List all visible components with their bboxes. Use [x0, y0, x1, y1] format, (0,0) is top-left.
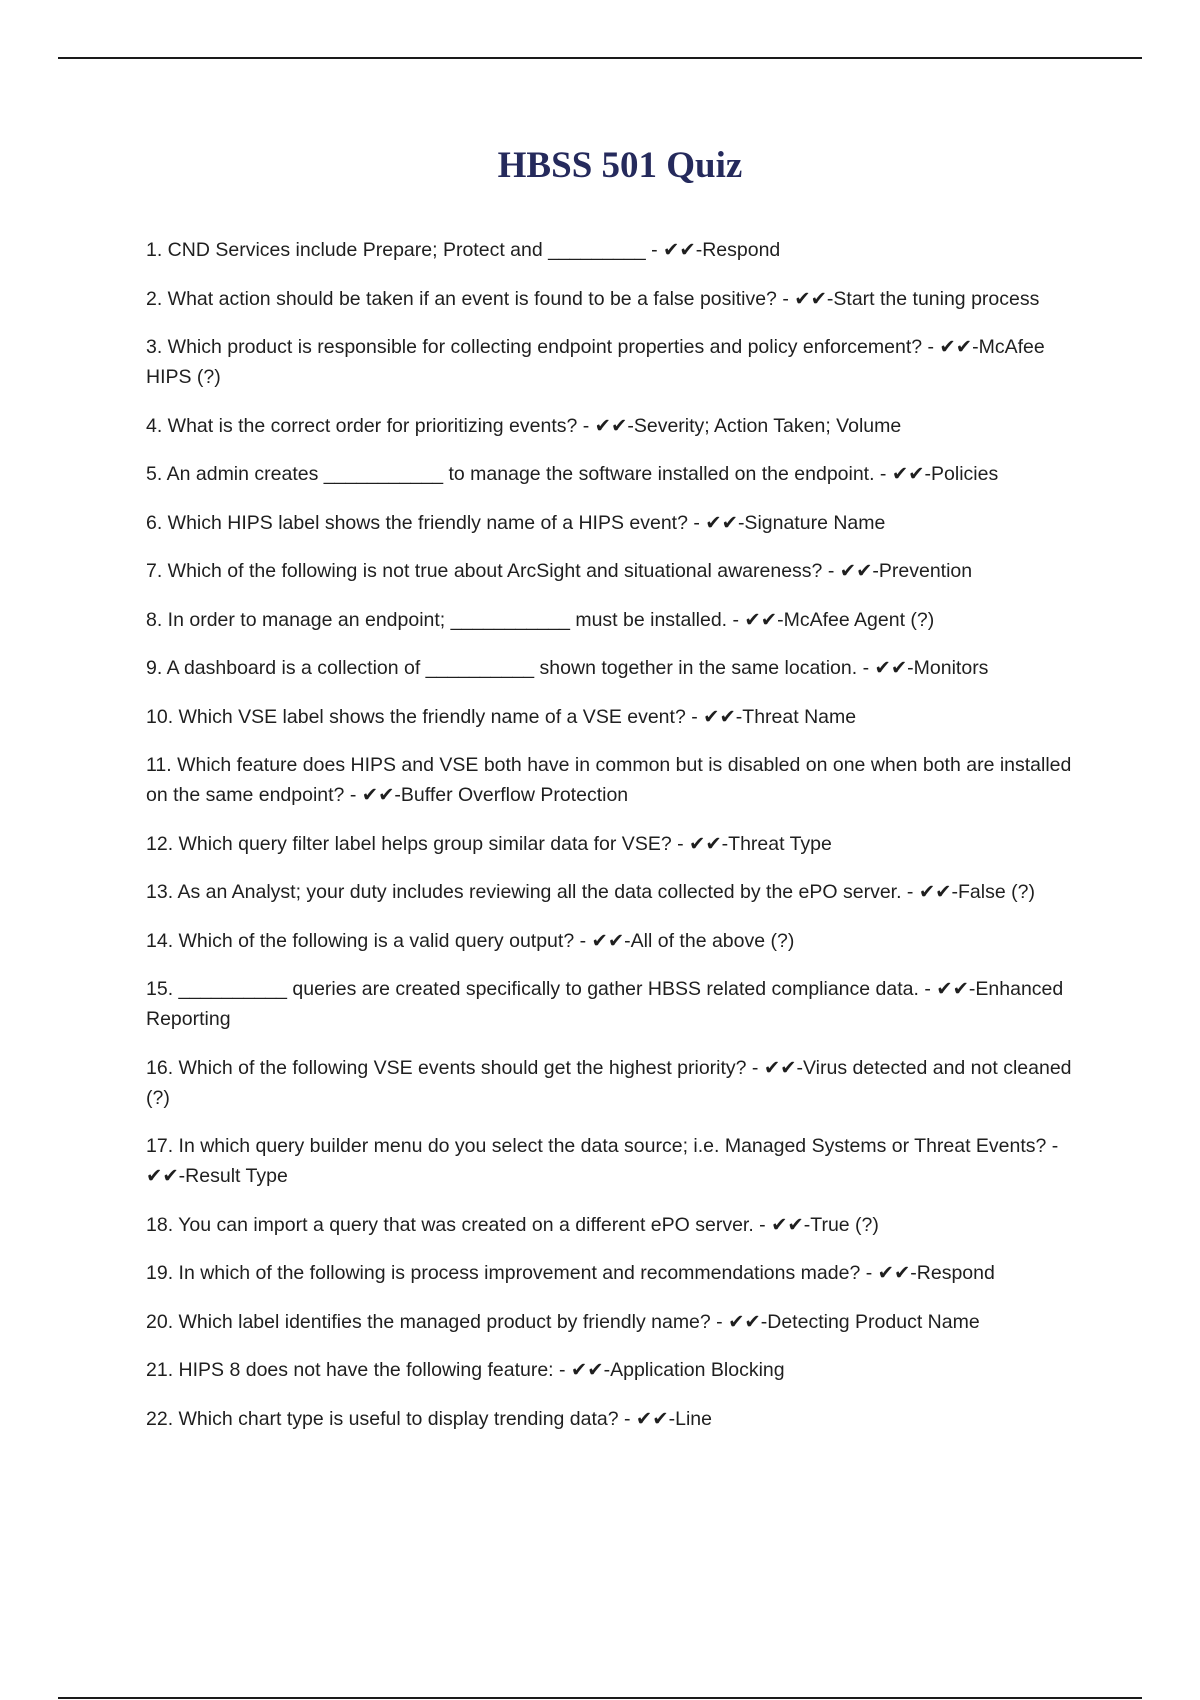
- question-item: 1. CND Services include Prepare; Protect and _________ - ✔✔-Respond: [146, 239, 781, 261]
- question-item: 8. In order to manage an endpoint; ___________ must be installed. - ✔✔-McAfee Agent (?): [146, 608, 935, 631]
- question-item: 20. Which label identifies the managed product by friendly name? - ✔✔-Detecting Product Name: [146, 1310, 980, 1333]
- question-item: 2. What action should be taken if an event is found to be a false positive? - ✔✔-Start the tuning process: [146, 287, 1040, 310]
- question-item: 9. A dashboard is a collection of __________ shown together in the same location. - ✔✔-Monitors: [146, 657, 989, 679]
- question-list: [146, 235, 1091, 1452]
- top-rule: [58, 57, 1142, 59]
- bottom-rule: [58, 1697, 1142, 1699]
- question-item: 5. An admin creates ___________ to manage the software installed on the endpoint. - ✔✔-Policies: [146, 463, 999, 485]
- question-item: 22. Which chart type is useful to display trending data? - ✔✔-Line: [146, 1407, 712, 1430]
- question-item: 7. Which of the following is not true about ArcSight and situational awareness? - ✔✔-Prevention: [146, 560, 973, 582]
- question-item: 4. What is the correct order for prioritizing events? - ✔✔-Severity; Action Taken; Volume: [146, 414, 902, 437]
- question-item: 13. As an Analyst; your duty includes reviewing all the data collected by the ePO server. - ✔✔-False (?): [146, 881, 1035, 903]
- question-item: 10. Which VSE label shows the friendly name of a VSE event? - ✔✔-Threat Name: [146, 705, 857, 728]
- question-item: 12. Which query filter label helps group similar data for VSE? - ✔✔-Threat Type: [146, 832, 832, 855]
- question-item: 15. __________ queries are created specifically to gather HBSS related compliance data. - ✔✔-Enhanced Reporting: [146, 978, 1064, 1030]
- question-item: 6. Which HIPS label shows the friendly name of a HIPS event? - ✔✔-Signature Name: [146, 511, 886, 534]
- question-item: 14. Which of the following is a valid query output? - ✔✔-All of the above (?): [146, 929, 795, 952]
- question-item: 21. HIPS 8 does not have the following feature: - ✔✔-Application Blocking: [146, 1359, 785, 1381]
- question-item: 16. Which of the following VSE events should get the highest priority? - ✔✔-Virus detected and not cleaned (?): [146, 1056, 1072, 1109]
- question-item: 18. You can import a query that was created on a different ePO server. - ✔✔-True (?): [146, 1213, 879, 1236]
- question-item: 11. Which feature does HIPS and VSE both have in common but is disabled on one when both are installed on the same endpoint? - ✔✔-Buffer Overflow Protection: [146, 754, 1072, 806]
- question-item: 17. In which query builder menu do you select the data source; i.e. Managed Systems or Threat Events? - ✔✔-Result Type: [146, 1135, 1059, 1187]
- question-item: 3. Which product is responsible for collecting endpoint properties and policy enforcement? - ✔✔-McAfee HIPS (?): [146, 336, 1045, 388]
- page-title: HBSS 501 Quiz: [497, 145, 743, 186]
- question-item: 19. In which of the following is process improvement and recommendations made? - ✔✔-Respond: [146, 1262, 995, 1284]
